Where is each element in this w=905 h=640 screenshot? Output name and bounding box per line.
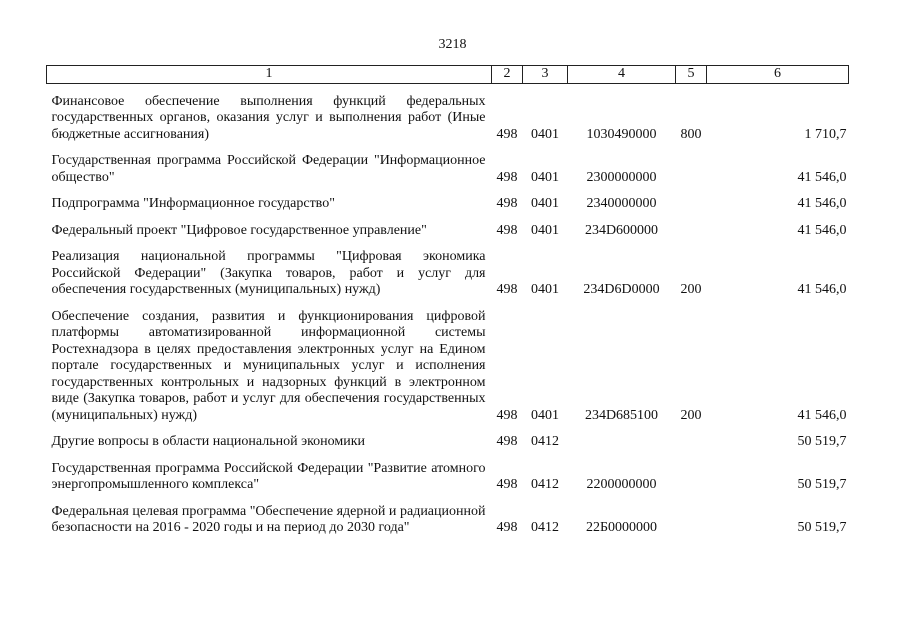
row-gr: 498 xyxy=(496,434,518,449)
header-col-5: 5 xyxy=(676,66,707,84)
header-col-3: 3 xyxy=(523,66,568,84)
row-rz: 0401 xyxy=(531,222,559,238)
table-body xyxy=(47,83,849,537)
table-row xyxy=(47,494,849,537)
row-name: Федеральная целевая программа "Обеспечение ядерной и радиационной безопасности на 2016 - 2020 годы и на период до 2030 года" xyxy=(51,503,486,535)
header-col-6: 6 xyxy=(707,66,849,84)
table-row xyxy=(47,83,849,143)
row-sum: 41 546,0 xyxy=(797,169,847,185)
row-name: Обеспечение создания, развития и функционирования цифровой платформы автоматизированной информационной системы Ростехнадзора в целях предоставления электронных услуг на Едином портале государственных и муниципальных услуг и исполнения государственных контрольных и надзорных функций в электронном виде (Закупка товаров, работ и услуг для обеспечения государственных (муниципальных) нужд) xyxy=(51,308,486,423)
header-col-4: 4 xyxy=(568,66,676,84)
row-gr: 498 xyxy=(496,477,518,492)
row-sum: 41 546,0 xyxy=(797,196,847,211)
budget-table xyxy=(46,65,849,537)
row-rz: 0412 xyxy=(531,434,559,449)
row-name: Другие вопросы в области национальной экономики xyxy=(51,434,366,449)
row-name: Государственная программа Российской Федерации "Развитие атомного энергопромышленного комплекса" xyxy=(51,460,486,492)
row-csr: 2200000000 xyxy=(586,477,657,492)
row-vr: 800 xyxy=(680,126,702,142)
row-csr: 234D600000 xyxy=(584,222,659,238)
page-number: 3218 xyxy=(438,37,467,52)
header-row xyxy=(47,66,849,84)
row-sum: 50 519,7 xyxy=(797,520,847,535)
table-row xyxy=(47,213,849,240)
row-vr: 200 xyxy=(680,407,702,423)
row-sum: 41 546,0 xyxy=(797,282,847,297)
row-gr: 498 xyxy=(496,520,518,535)
row-gr: 498 xyxy=(496,126,518,142)
row-vr xyxy=(676,494,707,537)
row-name: Финансовое обеспечение выполнения функций федеральных государственных органов, оказания услуг и выполнения работ (Иные бюджетные ассигнования) xyxy=(51,93,486,142)
row-gr: 498 xyxy=(496,407,518,423)
table-row xyxy=(47,424,849,451)
row-csr: 234D6D0000 xyxy=(583,282,660,297)
row-sum: 50 519,7 xyxy=(797,434,847,449)
row-vr xyxy=(676,213,707,240)
table-row xyxy=(47,239,849,299)
row-csr xyxy=(568,424,676,451)
row-name: Государственная программа Российской Федерации "Информационное общество" xyxy=(51,153,486,185)
row-rz: 0412 xyxy=(531,520,559,535)
row-vr xyxy=(676,424,707,451)
row-name: Федеральный проект "Цифровое государственное управление" xyxy=(51,222,427,238)
row-name: Подпрограмма "Информационное государство" xyxy=(51,196,335,211)
row-vr xyxy=(676,143,707,186)
row-csr: 22Б0000000 xyxy=(585,520,658,535)
row-gr: 498 xyxy=(496,282,518,297)
row-csr: 1030490000 xyxy=(586,126,657,142)
row-gr: 498 xyxy=(496,196,518,211)
row-rz: 0401 xyxy=(531,282,559,297)
row-rz: 0401 xyxy=(531,169,559,185)
row-sum: 50 519,7 xyxy=(797,477,847,492)
table-row xyxy=(47,451,849,494)
row-sum: 41 546,0 xyxy=(797,222,847,238)
row-vr xyxy=(676,451,707,494)
row-rz: 0401 xyxy=(531,407,559,423)
row-rz: 0401 xyxy=(531,126,559,142)
table-row xyxy=(47,299,849,425)
row-csr: 2300000000 xyxy=(586,169,657,185)
row-vr xyxy=(676,186,707,213)
table-row xyxy=(47,186,849,213)
row-gr: 498 xyxy=(496,222,518,238)
row-sum: 1 710,7 xyxy=(804,126,847,142)
row-csr: 2340000000 xyxy=(586,196,657,211)
row-rz: 0412 xyxy=(531,477,559,492)
row-rz: 0401 xyxy=(531,196,559,211)
row-name: Реализация национальной программы "Цифровая экономика Российской Федерации" (Закупка товаров, работ и услуг для обеспечения государственных (муниципальных) нужд) xyxy=(51,249,486,297)
row-vr: 200 xyxy=(680,282,702,297)
header-col-2: 2 xyxy=(492,66,523,84)
table-row xyxy=(47,143,849,186)
table-header xyxy=(47,66,849,84)
header-col-1: 1 xyxy=(47,66,492,84)
row-sum: 41 546,0 xyxy=(797,407,847,423)
row-csr: 234D685100 xyxy=(584,407,659,423)
row-gr: 498 xyxy=(496,169,518,185)
